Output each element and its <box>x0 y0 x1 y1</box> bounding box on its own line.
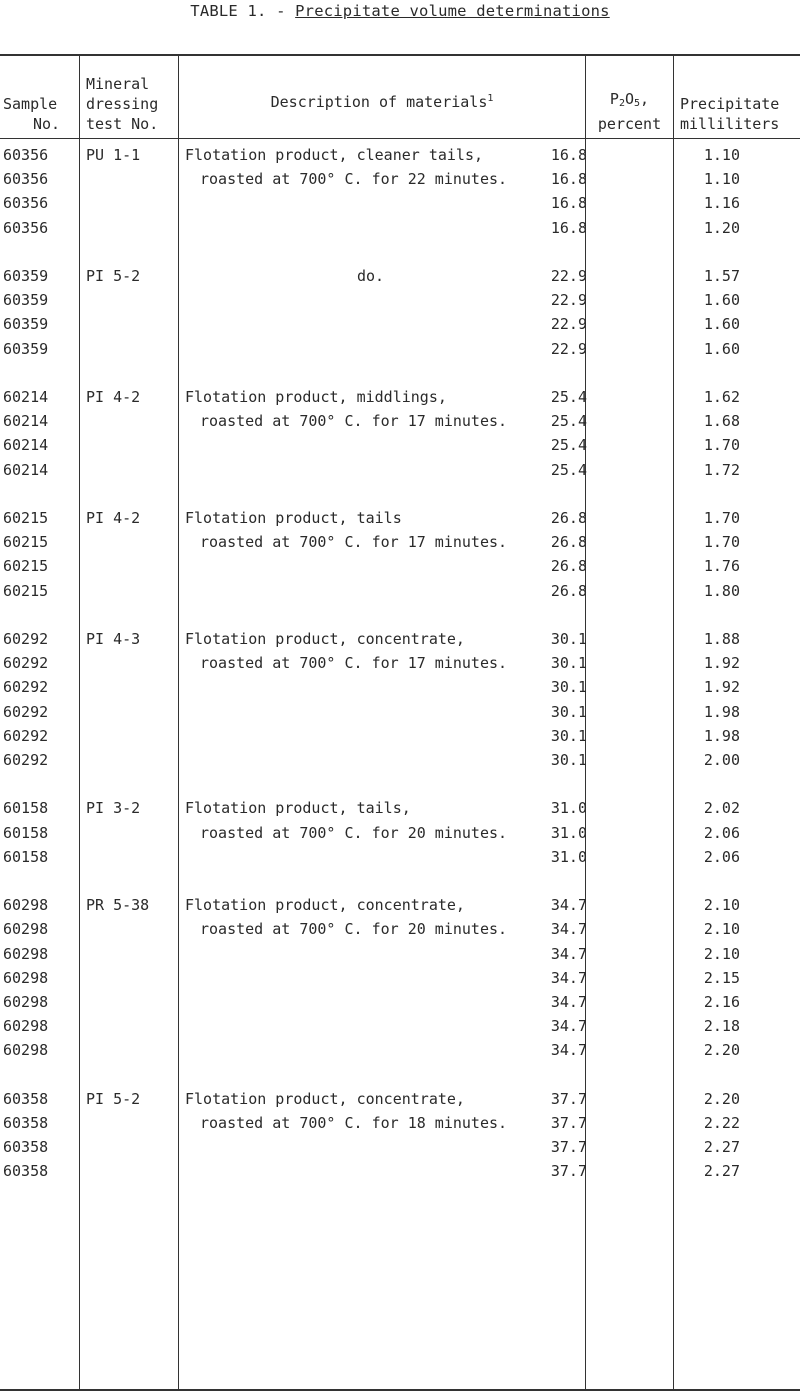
cell-sample-no: 60214 <box>3 436 49 455</box>
cell-p2o5-percent: 37.7 <box>550 1138 587 1157</box>
cell-sample-no: 60215 <box>3 509 49 527</box>
cell-sample-no: 60298 <box>3 1041 49 1060</box>
cell-precipitate-ml: 2.22 <box>703 1114 740 1132</box>
cell-description-line1: Flotation product, tails <box>185 509 402 527</box>
cell-precipitate-ml: 1.10 <box>703 146 740 164</box>
cell-p2o5-percent: 31.0 <box>550 799 587 818</box>
header-p-tail: , <box>640 90 650 108</box>
cell-p2o5-percent: 31.0 <box>550 847 587 866</box>
table-row <box>0 627 800 651</box>
header-test-line3: test No. <box>86 115 159 133</box>
cell-precipitate-ml: 2.00 <box>703 751 740 769</box>
cell-sample-no: 60358 <box>3 1114 49 1132</box>
table-row <box>0 288 800 312</box>
table-row <box>0 1135 800 1159</box>
cell-precipitate-ml: 2.10 <box>703 920 740 939</box>
cell-description-line2: roasted at 700° C. for 18 minutes. <box>200 1114 508 1132</box>
cell-p2o5-percent: 25.4 <box>550 412 587 431</box>
table-row <box>0 1159 800 1183</box>
cell-sample-no: 60215 <box>3 557 49 576</box>
cell-p2o5-percent: 30.1 <box>550 654 587 673</box>
header-volume <box>680 56 800 138</box>
cell-p2o5-percent: 22.9 <box>550 339 587 358</box>
cell-precipitate-ml: 2.16 <box>703 993 740 1011</box>
cell-p2o5-percent: 25.4 <box>550 436 587 455</box>
cell-p2o5-percent: 26.8 <box>550 509 587 527</box>
table-title-text: Precipitate volume determinations <box>295 2 610 20</box>
table-row <box>0 264 800 288</box>
cell-description-line1: Flotation product, tails, <box>185 799 411 818</box>
cell-precipitate-ml: 1.62 <box>703 388 740 406</box>
table-row <box>0 651 800 675</box>
table-row <box>0 1014 800 1038</box>
cell-test-no: PI 5-2 <box>86 1089 141 1108</box>
table-row <box>0 409 800 433</box>
cell-test-no: PI 4-2 <box>86 509 141 527</box>
header-description-text: Description of materials <box>270 93 488 111</box>
cell-description-line2: roasted at 700° C. for 17 minutes. <box>200 412 508 431</box>
table-row <box>0 337 800 361</box>
cell-precipitate-ml: 1.16 <box>703 194 740 213</box>
cell-sample-no: 60215 <box>3 533 49 552</box>
cell-p2o5-percent: 34.7 <box>550 968 587 987</box>
cell-p2o5-percent: 31.0 <box>550 823 587 842</box>
cell-description-line2: roasted at 700° C. for 17 minutes. <box>200 533 508 552</box>
cell-p2o5-percent: 37.7 <box>550 1162 587 1181</box>
table-row <box>0 990 800 1014</box>
table-row <box>0 796 800 820</box>
header-volume-line1: Precipitate <box>680 95 780 113</box>
cell-p2o5-percent: 30.1 <box>550 630 587 648</box>
cell-p2o5-percent: 37.7 <box>550 1089 587 1108</box>
cell-sample-no: 60292 <box>3 630 49 648</box>
cell-description-line1: Flotation product, concentrate, <box>185 896 465 915</box>
cell-sample-no: 60214 <box>3 460 49 479</box>
cell-precipitate-ml: 1.70 <box>703 509 740 527</box>
cell-sample-no: 60292 <box>3 678 49 697</box>
table-row <box>0 845 800 869</box>
header-rule <box>0 138 800 139</box>
cell-test-no: PI 4-2 <box>86 388 141 406</box>
header-sample-line1: Sample <box>3 95 58 113</box>
cell-p2o5-percent: 16.8 <box>550 218 587 237</box>
cell-p2o5-percent: 34.7 <box>550 944 587 963</box>
cell-precipitate-ml: 1.92 <box>703 678 740 697</box>
cell-description-line1: Flotation product, middlings, <box>185 388 447 406</box>
cell-description-line1: Flotation product, concentrate, <box>185 1089 465 1108</box>
cell-sample-no: 60358 <box>3 1138 49 1157</box>
header-p-sub1: 2 <box>618 98 625 109</box>
cell-precipitate-ml: 1.10 <box>703 170 740 189</box>
cell-p2o5-percent: 30.1 <box>550 702 587 721</box>
table-row <box>0 506 800 530</box>
cell-precipitate-ml: 2.10 <box>703 896 740 915</box>
cell-precipitate-ml: 2.06 <box>703 823 740 842</box>
cell-description-line2: roasted at 700° C. for 17 minutes. <box>200 654 508 673</box>
bottom-rule <box>0 1389 800 1391</box>
table-row <box>0 216 800 240</box>
cell-sample-no: 60356 <box>3 146 49 164</box>
cell-sample-no: 60298 <box>3 993 49 1011</box>
cell-precipitate-ml: 2.20 <box>703 1041 740 1060</box>
cell-p2o5-percent: 16.8 <box>550 170 587 189</box>
table-row <box>0 675 800 699</box>
header-sample <box>3 56 79 138</box>
table-row <box>0 724 800 748</box>
table-row <box>0 433 800 457</box>
cell-sample-no: 60356 <box>3 194 49 213</box>
table-row <box>0 143 800 167</box>
cell-description-line1: Flotation product, cleaner tails, <box>185 146 484 164</box>
header-p-main: P <box>609 90 619 108</box>
cell-precipitate-ml: 2.15 <box>703 968 740 987</box>
cell-precipitate-ml: 1.98 <box>703 702 740 721</box>
cell-p2o5-percent: 26.8 <box>550 533 587 552</box>
header-test-line1: Mineral <box>86 75 150 93</box>
header-p2o5 <box>586 56 673 138</box>
cell-precipitate-ml: 1.88 <box>703 630 740 648</box>
cell-sample-no: 60358 <box>3 1089 49 1108</box>
cell-test-no: PI 3-2 <box>86 799 141 818</box>
cell-description-line2: roasted at 700° C. for 20 minutes. <box>200 920 508 939</box>
cell-precipitate-ml: 1.60 <box>703 315 740 334</box>
cell-p2o5-percent: 25.4 <box>550 460 587 479</box>
header-test <box>86 56 178 138</box>
cell-precipitate-ml: 2.20 <box>703 1089 740 1108</box>
header-description-footnote: 1 <box>487 93 494 104</box>
cell-p2o5-percent: 26.8 <box>550 557 587 576</box>
table-row <box>0 821 800 845</box>
table-row <box>0 966 800 990</box>
header-p-line2: percent <box>597 115 662 133</box>
cell-description-line2: roasted at 700° C. for 20 minutes. <box>200 823 508 842</box>
cell-description-ditto: do. <box>357 267 385 285</box>
cell-sample-no: 60158 <box>3 823 49 842</box>
cell-sample-no: 60298 <box>3 944 49 963</box>
cell-p2o5-percent: 25.4 <box>550 388 587 406</box>
table-row <box>0 458 800 482</box>
table-title-prefix: TABLE 1. - <box>190 2 296 20</box>
cell-precipitate-ml: 2.10 <box>703 944 740 963</box>
table-row <box>0 748 800 772</box>
cell-sample-no: 60298 <box>3 920 49 939</box>
cell-sample-no: 60214 <box>3 412 49 431</box>
cell-precipitate-ml: 2.18 <box>703 1017 740 1036</box>
cell-p2o5-percent: 37.7 <box>550 1114 587 1132</box>
header-test-line2: dressing <box>86 95 159 113</box>
table-row <box>0 700 800 724</box>
cell-precipitate-ml: 2.06 <box>703 847 740 866</box>
cell-precipitate-ml: 1.70 <box>703 436 740 455</box>
header-sample-line2: No. <box>33 115 61 133</box>
cell-sample-no: 60356 <box>3 218 49 237</box>
cell-p2o5-percent: 34.7 <box>550 896 587 915</box>
cell-precipitate-ml: 1.60 <box>703 339 740 358</box>
cell-sample-no: 60359 <box>3 267 49 285</box>
cell-p2o5-percent: 22.9 <box>550 291 587 310</box>
cell-precipitate-ml: 1.72 <box>703 460 740 479</box>
table-row <box>0 1111 800 1135</box>
cell-p2o5-percent: 16.8 <box>550 146 587 164</box>
cell-test-no: PI 4-3 <box>86 630 141 648</box>
cell-sample-no: 60359 <box>3 291 49 310</box>
cell-precipitate-ml: 1.80 <box>703 581 740 600</box>
table-row <box>0 917 800 941</box>
cell-sample-no: 60292 <box>3 751 49 769</box>
cell-p2o5-percent: 22.9 <box>550 267 587 285</box>
table-row <box>0 167 800 191</box>
cell-p2o5-percent: 30.1 <box>550 726 587 745</box>
cell-description-line1: Flotation product, concentrate, <box>185 630 465 648</box>
cell-sample-no: 60359 <box>3 315 49 334</box>
cell-p2o5-percent: 22.9 <box>550 315 587 334</box>
header-p-sub2: 5 <box>634 98 641 109</box>
cell-sample-no: 60292 <box>3 726 49 745</box>
cell-sample-no: 60158 <box>3 847 49 866</box>
cell-p2o5-percent: 34.7 <box>550 1017 587 1036</box>
table-title <box>0 2 800 20</box>
cell-sample-no: 60158 <box>3 799 49 818</box>
cell-p2o5-percent: 34.7 <box>550 920 587 939</box>
cell-precipitate-ml: 1.60 <box>703 291 740 310</box>
cell-precipitate-ml: 2.27 <box>703 1138 740 1157</box>
cell-sample-no: 60358 <box>3 1162 49 1181</box>
cell-precipitate-ml: 1.70 <box>703 533 740 552</box>
cell-p2o5-percent: 30.1 <box>550 751 587 769</box>
cell-sample-no: 60298 <box>3 896 49 915</box>
cell-sample-no: 60359 <box>3 339 49 358</box>
cell-precipitate-ml: 1.20 <box>703 218 740 237</box>
cell-precipitate-ml: 2.27 <box>703 1162 740 1181</box>
table-row <box>0 312 800 336</box>
cell-test-no: PU 1-1 <box>86 146 141 164</box>
cell-precipitate-ml: 1.57 <box>703 267 740 285</box>
cell-sample-no: 60214 <box>3 388 49 406</box>
cell-p2o5-percent: 30.1 <box>550 678 587 697</box>
cell-sample-no: 60292 <box>3 654 49 673</box>
cell-p2o5-percent: 26.8 <box>550 581 587 600</box>
cell-precipitate-ml: 1.98 <box>703 726 740 745</box>
header-description <box>179 56 585 138</box>
cell-precipitate-ml: 2.02 <box>703 799 740 818</box>
cell-test-no: PR 5-38 <box>86 896 150 915</box>
cell-sample-no: 60356 <box>3 170 49 189</box>
cell-precipitate-ml: 1.68 <box>703 412 740 431</box>
table-row <box>0 579 800 603</box>
cell-sample-no: 60215 <box>3 581 49 600</box>
table-row <box>0 191 800 215</box>
header-p-mid: O <box>624 90 635 108</box>
cell-sample-no: 60298 <box>3 968 49 987</box>
cell-precipitate-ml: 1.76 <box>703 557 740 576</box>
table-row <box>0 1087 800 1111</box>
table-row <box>0 942 800 966</box>
cell-p2o5-percent: 34.7 <box>550 1041 587 1060</box>
cell-p2o5-percent: 34.7 <box>550 993 587 1011</box>
cell-sample-no: 60298 <box>3 1017 49 1036</box>
table-row <box>0 1038 800 1062</box>
header-volume-line2: milliliters <box>680 115 780 133</box>
table-row <box>0 893 800 917</box>
cell-sample-no: 60292 <box>3 702 49 721</box>
cell-precipitate-ml: 1.92 <box>703 654 740 673</box>
table-row <box>0 385 800 409</box>
table-row <box>0 554 800 578</box>
cell-description-line2: roasted at 700° C. for 22 minutes. <box>200 170 508 189</box>
cell-p2o5-percent: 16.8 <box>550 194 587 213</box>
table-row <box>0 530 800 554</box>
cell-test-no: PI 5-2 <box>86 267 141 285</box>
